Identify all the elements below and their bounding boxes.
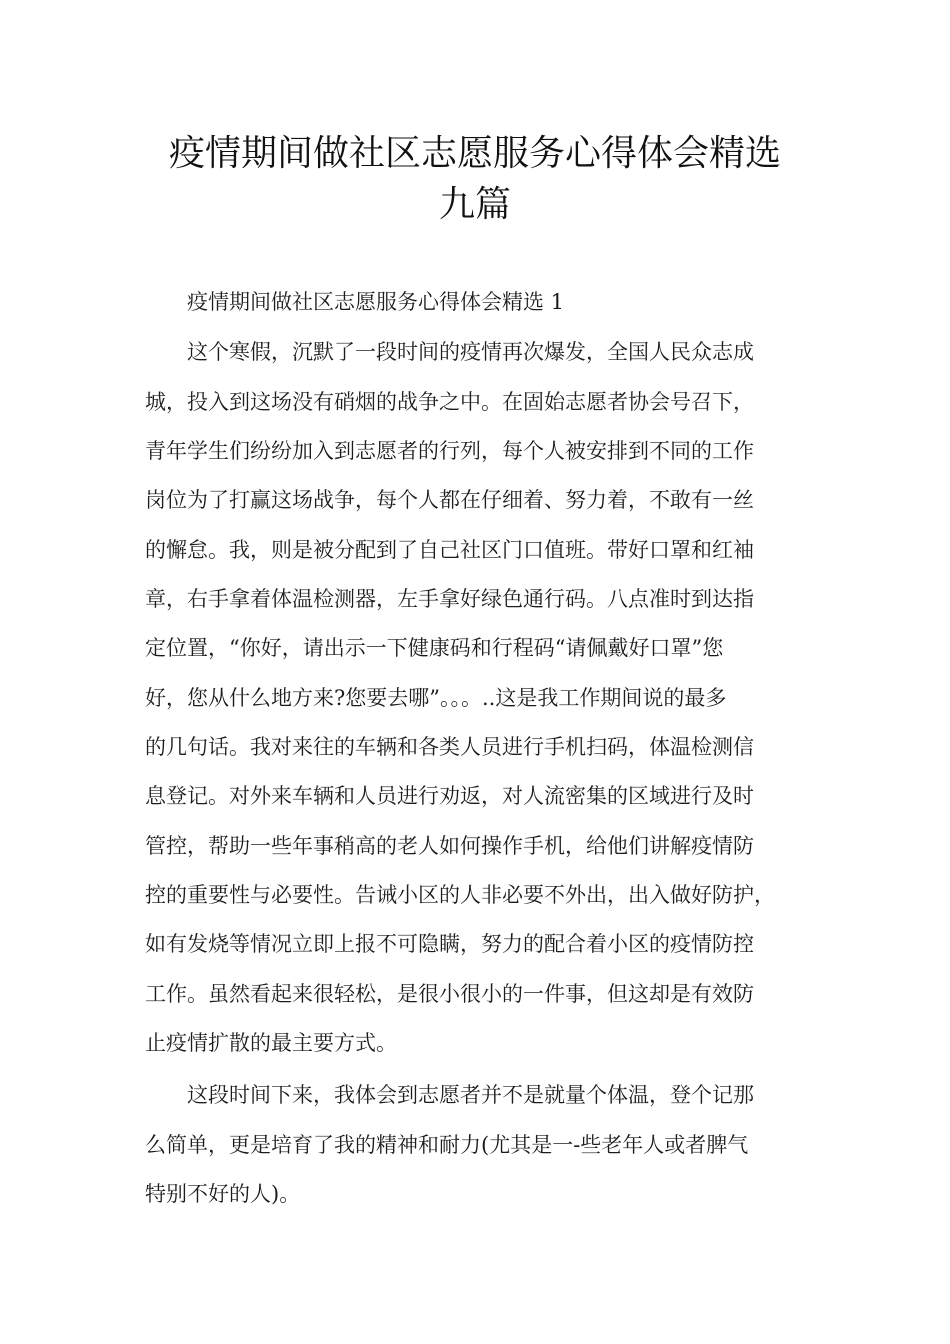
paragraph-1-line: 这个寒假，沉默了一段时间的疫情再次爆发，全国人民众志成 [187, 340, 754, 364]
paragraph-1-line: 控的重要性与必要性。告诫小区的人非必要不外出，出入做好防护， [145, 883, 775, 907]
paragraph-1-line: 章，右手拿着体温检测器，左手拿好绿色通行码。八点准时到达指 [145, 587, 754, 611]
paragraph-2-line: 么简单，更是培育了我的精神和耐力(尤其是一-些老年人或者脾气 [145, 1133, 749, 1157]
paragraph-1-line: 青年学生们纷纷加入到志愿者的行列，每个人被安排到不同的工作 [145, 439, 754, 463]
paragraph-1-line: 的懈怠。我，则是被分配到了自己社区门口值班。带好口罩和红袖 [145, 538, 754, 562]
paragraph-1-line: 止疫情扩散的最主要方式。 [145, 1031, 397, 1055]
document-title-line-1: 疫情期间做社区志愿服务心得体会精选 [168, 133, 781, 174]
section-heading: 疫情期间做社区志愿服务心得体会精选 1 [187, 290, 565, 314]
paragraph-1-line: 如有发烧等情况立即上报不可隐瞒，努力的配合着小区的疫情防控 [145, 932, 754, 956]
paragraph-2-line: 这段时间下来，我体会到志愿者并不是就量个体温，登个记那 [187, 1083, 754, 1107]
paragraph-1-line: 息登记。对外来车辆和人员进行劝返，对人流密集的区域进行及时 [145, 784, 754, 808]
paragraph-1-line: 工作。虽然看起来很轻松，是很小很小的一件事，但这却是有效防 [145, 982, 754, 1006]
paragraph-1-line: 好，您从什么地方来?您要去哪”。。。..这是我工作期间说的最多 [145, 686, 727, 710]
paragraph-2-line: 特别不好的人)。 [145, 1182, 301, 1206]
paragraph-1-line: 岗位为了打赢这场战争，每个人都在仔细着、努力着，不敢有一丝 [145, 488, 754, 512]
paragraph-1-line: 定位置，“你好，请出示一下健康码和行程码“请佩戴好口罩”您 [145, 636, 724, 660]
paragraph-1-line: 管控，帮助一些年事稍高的老人如何操作手机，给他们讲解疫情防 [145, 834, 754, 858]
document-title-line-2: 九篇 [438, 184, 511, 225]
paragraph-1-line: 城，投入到这场没有硝烟的战争之中。在固始志愿者协会号召下， [145, 390, 754, 414]
paragraph-1-line: 的几句话。我对来往的车辆和各类人员进行手机扫码，体温检测信 [145, 735, 754, 759]
